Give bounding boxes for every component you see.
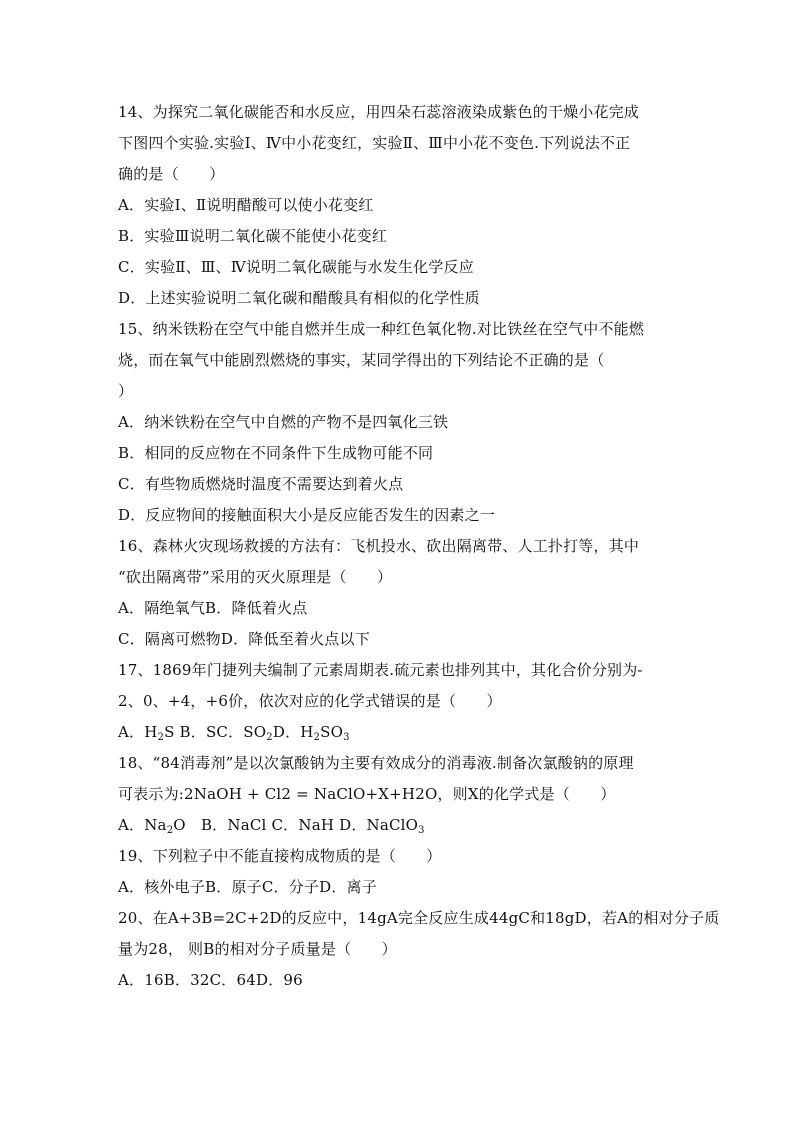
question-list (118, 97, 720, 996)
question-18-stem-line-1: 18、“84消毒剂”是以次氯酸钠为主要有效成分的消毒液.制备次氯酸钠的原理 (118, 754, 634, 772)
question-19-options: A．核外电子B．原子C．分子D．离子 (118, 878, 377, 896)
question-20-options: A．16B．32C．64D．96 (118, 971, 303, 989)
question-17-stem-line-1: 17、1869年门捷列夫编制了元素周期表.硫元素也排列其中，其化合价分别为- (118, 661, 643, 679)
question-15-option-a: A．纳米铁粉在空气中自燃的产物不是四氧化三铁 (118, 413, 449, 431)
q18-option-text: O B．NaCl C．NaH D．NaClO (173, 816, 419, 834)
q17-option-text: SO (320, 723, 344, 741)
question-15-option-b: B．相同的反应物在不同条件下生成物可能不同 (118, 444, 434, 462)
question-14-option-a: A．实验Ⅰ、Ⅱ说明醋酸可以使小花变红 (118, 196, 374, 214)
question-20-stem-line-1: 20、在A+3B=2C+2D的反应中，14gA完全反应生成44gC和18gD，若A的相对分子质 (118, 909, 720, 927)
question-14-stem-line-3: 确的是（ ） (118, 165, 225, 183)
question-17-stem-line-2: 2、0、+4，+6价，依次对应的化学式错误的是（ ） (118, 692, 502, 710)
q17-subscript: 2 (313, 732, 321, 743)
question-16-options-cd: C．隔离可燃物D．降低至着火点以下 (118, 630, 370, 648)
question-14-option-b: B．实验Ⅲ说明二氧化碳不能使小花变红 (118, 227, 388, 245)
q18-subscript: 2 (166, 825, 174, 836)
question-16-options-ab: A．隔绝氧气B．降低着火点 (118, 599, 308, 617)
question-15-option-d: D．反应物间的接触面积大小是反应能否发生的因素之一 (118, 506, 496, 524)
q17-option-text: A．H (118, 723, 158, 741)
question-14-stem-line-2: 下图四个实验.实验Ⅰ、Ⅳ中小花变红，实验Ⅱ、Ⅲ中小花不变色.下列说法不正 (118, 134, 631, 152)
question-14-option-d: D．上述实验说明二氧化碳和醋酸具有相似的化学性质 (118, 289, 480, 307)
q18-option-text: A．Na (118, 816, 167, 834)
question-18-options (118, 810, 678, 841)
question-18-stem-line-2: 可表示为:2NaOH + Cl2 = NaClO+X+H2O，则X的化学式是（ ） (118, 785, 616, 803)
question-14-stem-line-1: 14、为探究二氧化碳能否和水反应，用四朵石蕊溶液染成紫色的干燥小花完成 (118, 103, 640, 121)
question-15-option-c: C．有些物质燃烧时温度不需要达到着火点 (118, 475, 404, 493)
question-17-options (118, 717, 678, 748)
q17-subscript: 2 (266, 732, 273, 743)
question-15-stem-line-1: 15、纳米铁粉在空气中能自燃并生成一种红色氧化物.对比铁丝在空气中不能燃 (118, 320, 645, 338)
q17-option-text: S B．SC．SO (164, 723, 267, 741)
q17-option-text: D．H (272, 723, 314, 741)
q17-subscript: 2 (157, 732, 165, 743)
q17-subscript: 3 (343, 732, 350, 743)
question-14-option-c: C．实验Ⅱ、Ⅲ、Ⅳ说明二氧化碳能与水发生化学反应 (118, 258, 474, 276)
q18-subscript: 3 (418, 825, 425, 836)
question-15-stem-line-2: 烧，而在氧气中能剧烈燃烧的事实，某同学得出的下列结论不正确的是（ (118, 351, 605, 369)
question-16-stem-line-2: “砍出隔离带”采用的灭火原理是（ ） (118, 568, 393, 586)
question-15-stem-line-3: ） (118, 382, 134, 400)
question-16-stem-line-1: 16、森林火灾现场救援的方法有：飞机投水、砍出隔离带、人工扑打等，其中 (118, 537, 640, 555)
question-20-stem-line-2: 量为28， 则B的相对分子质量是（ ） (118, 940, 397, 958)
question-19-stem-line-1: 19、下列粒子中不能直接构成物质的是（ ） (118, 847, 442, 865)
